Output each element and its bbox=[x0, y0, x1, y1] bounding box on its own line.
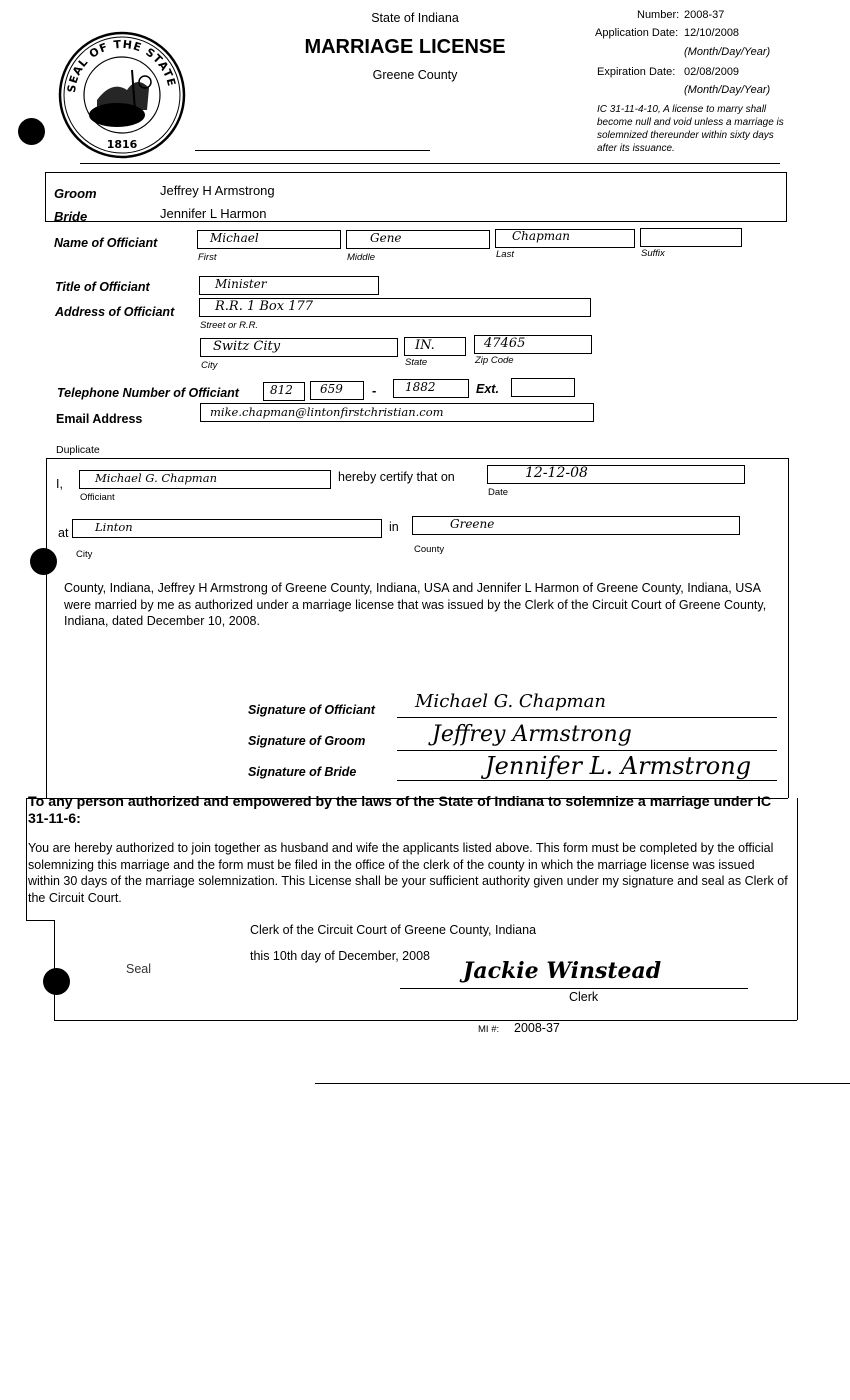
state-seal bbox=[57, 30, 187, 160]
mi-label: MI #: bbox=[478, 1024, 500, 1035]
street-sub-label: Street or R.R. bbox=[200, 320, 259, 331]
sig-officiant-label: Signature of Officiant bbox=[248, 703, 375, 717]
seal-label: Seal bbox=[126, 962, 152, 976]
in-label: in bbox=[389, 520, 399, 534]
authorization-frame-break bbox=[26, 920, 54, 921]
officiant-address-label: Address of Officiant bbox=[55, 305, 175, 319]
certify-text: hereby certify that on bbox=[338, 470, 455, 484]
last-sub-label: Last bbox=[496, 249, 514, 260]
clerk-signature: Jackie Winstead bbox=[463, 958, 662, 984]
sig-groom-line bbox=[397, 750, 777, 751]
number-label: Number: bbox=[637, 9, 680, 21]
authorization-body: You are hereby authorized to join together as husband and wife the applicants listed above. This form must be completed by the official solemnizing this marriage and the form must be filed in the office of the clerk of the county in which the marriage license was issued within 30 days of the marriage solemnization. This License shall be your sufficient authority given under my signature and seal as Clerk of the Circuit Court. bbox=[28, 841, 788, 905]
street-value: R.R. 1 Box 177 bbox=[215, 299, 314, 314]
marriage-date-value: 12-12-08 bbox=[525, 465, 588, 481]
state-value: IN. bbox=[415, 338, 435, 353]
duplicate-label: Duplicate bbox=[56, 444, 100, 456]
city-value: Switz City bbox=[213, 339, 281, 354]
application-date-value: 12/10/2008 bbox=[684, 27, 740, 39]
phone-dash: - bbox=[372, 383, 377, 398]
sig-bride-line bbox=[397, 780, 777, 781]
county-name: Greene County bbox=[372, 68, 458, 82]
i-label: I, bbox=[56, 477, 63, 491]
duplicate-frame-top bbox=[46, 458, 788, 459]
state-field[interactable] bbox=[404, 337, 466, 356]
first-sub-label: First bbox=[198, 252, 217, 263]
officiant-sub-label: Officiant bbox=[80, 492, 115, 503]
officiant-name-label: Name of Officiant bbox=[54, 236, 158, 250]
bride-label: Bride bbox=[54, 209, 88, 224]
clerk-label: Clerk bbox=[569, 990, 599, 1004]
clerk-signature-line bbox=[400, 988, 748, 989]
authorization-frame-bottom bbox=[54, 1020, 797, 1021]
middle-sub-label: Middle bbox=[347, 252, 375, 263]
punch-hole-top bbox=[18, 118, 45, 145]
city-sub-label-dup: City bbox=[76, 549, 93, 560]
svg-text:SEAL OF THE STATE OF INDIANA bbox=[57, 30, 179, 93]
seal-text: SEAL OF THE STATE bbox=[64, 37, 179, 94]
statute-note: IC 31-11-4-10, A license to marry shall become null and void unless a marriage is solemnized thereunder within sixty days after its issuance. bbox=[597, 104, 784, 154]
phone-label: Telephone Number of Officiant bbox=[57, 386, 239, 400]
authorization-frame-left bbox=[26, 798, 27, 920]
application-date-label: Application Date: bbox=[595, 27, 679, 39]
groom-label: Groom bbox=[54, 186, 97, 201]
city-sub-label: City bbox=[201, 360, 218, 371]
bride-name: Jennifer L Harmon bbox=[160, 206, 267, 221]
state-sub-label: State bbox=[405, 357, 428, 368]
officiant-title-value: Minister bbox=[215, 277, 267, 291]
number-value: 2008-37 bbox=[684, 9, 725, 21]
date-format-hint: (Month/Day/Year) bbox=[684, 84, 771, 96]
officiant-middle-value: Gene bbox=[370, 231, 402, 245]
authorization-heading: To any person authorized and empowered by the laws of the State of Indiana to solemnize a marriage under IC 31-11-6: bbox=[28, 794, 772, 827]
ext-label: Ext. bbox=[476, 382, 499, 396]
duplicate-frame-left bbox=[46, 458, 47, 798]
marriage-city-value: Linton bbox=[95, 520, 133, 534]
dated-line: this 10th day of December, 2008 bbox=[250, 949, 430, 963]
county-sub-label: County bbox=[414, 544, 445, 555]
sig-officiant-signature: Michael G. Chapman bbox=[415, 691, 606, 712]
punch-hole-bottom bbox=[43, 968, 70, 995]
expiration-date-label: Expiration Date: bbox=[597, 66, 676, 78]
date-format-hint: (Month/Day/Year) bbox=[684, 46, 771, 58]
document-title: MARRIAGE LICENSE bbox=[304, 36, 506, 58]
phone-prefix-value: 659 bbox=[320, 382, 343, 396]
sig-bride-label: Signature of Bride bbox=[248, 765, 357, 779]
at-label: at bbox=[58, 526, 69, 540]
seal-year: 1816 bbox=[106, 138, 138, 151]
duplicate-officiant-value: Michael G. Chapman bbox=[95, 471, 217, 485]
phone-area-value: 812 bbox=[270, 383, 293, 397]
state-name: State of Indiana bbox=[371, 11, 459, 25]
sig-bride-signature: Jennifer L. Armstrong bbox=[485, 752, 752, 780]
parties-box bbox=[45, 172, 787, 222]
email-value: mike.chapman@lintonfirstchristian.com bbox=[210, 405, 444, 419]
officiant-suffix-field[interactable] bbox=[640, 228, 742, 247]
officiant-middle-field[interactable] bbox=[346, 230, 490, 249]
authorization-frame-right bbox=[797, 798, 798, 1020]
punch-hole-middle bbox=[30, 548, 57, 575]
suffix-sub-label: Suffix bbox=[641, 248, 665, 259]
groom-name: Jeffrey H Armstrong bbox=[160, 183, 275, 198]
officiant-last-value: Chapman bbox=[512, 229, 571, 243]
ext-field[interactable] bbox=[511, 378, 575, 397]
sig-officiant-line bbox=[397, 717, 777, 718]
mi-value: 2008-37 bbox=[514, 1021, 560, 1035]
marriage-statement: County, Indiana, Jeffrey H Armstrong of Greene County, Indiana, USA and Jennifer L Harmon of Greene County, Indiana, USA were married by me as authorized under a marriage license that was issued by the Clerk of the Circuit Court of Greene County, Indiana, dated December 10, 2008. bbox=[64, 581, 767, 628]
zip-value: 47465 bbox=[484, 336, 526, 351]
officiant-title-label: Title of Officiant bbox=[55, 280, 150, 294]
sig-groom-label: Signature of Groom bbox=[248, 734, 366, 748]
duplicate-frame-right bbox=[788, 458, 789, 798]
header-rule bbox=[195, 150, 430, 151]
phone-line-value: 1882 bbox=[405, 380, 436, 394]
marriage-county-value: Greene bbox=[450, 517, 495, 531]
clerk-court-line: Clerk of the Circuit Court of Greene County, Indiana bbox=[250, 923, 537, 937]
zip-sub-label: Zip Code bbox=[475, 355, 514, 366]
expiration-date-value: 02/08/2009 bbox=[684, 66, 740, 78]
email-label: Email Address bbox=[56, 412, 143, 426]
authorization-frame-left-lower bbox=[54, 920, 55, 1020]
bottom-rule bbox=[315, 1083, 850, 1084]
sig-groom-signature: Jeffrey Armstrong bbox=[432, 722, 632, 747]
officiant-first-value: Michael bbox=[210, 231, 259, 245]
date-sub-label: Date bbox=[488, 487, 509, 498]
header-rule bbox=[80, 163, 780, 164]
